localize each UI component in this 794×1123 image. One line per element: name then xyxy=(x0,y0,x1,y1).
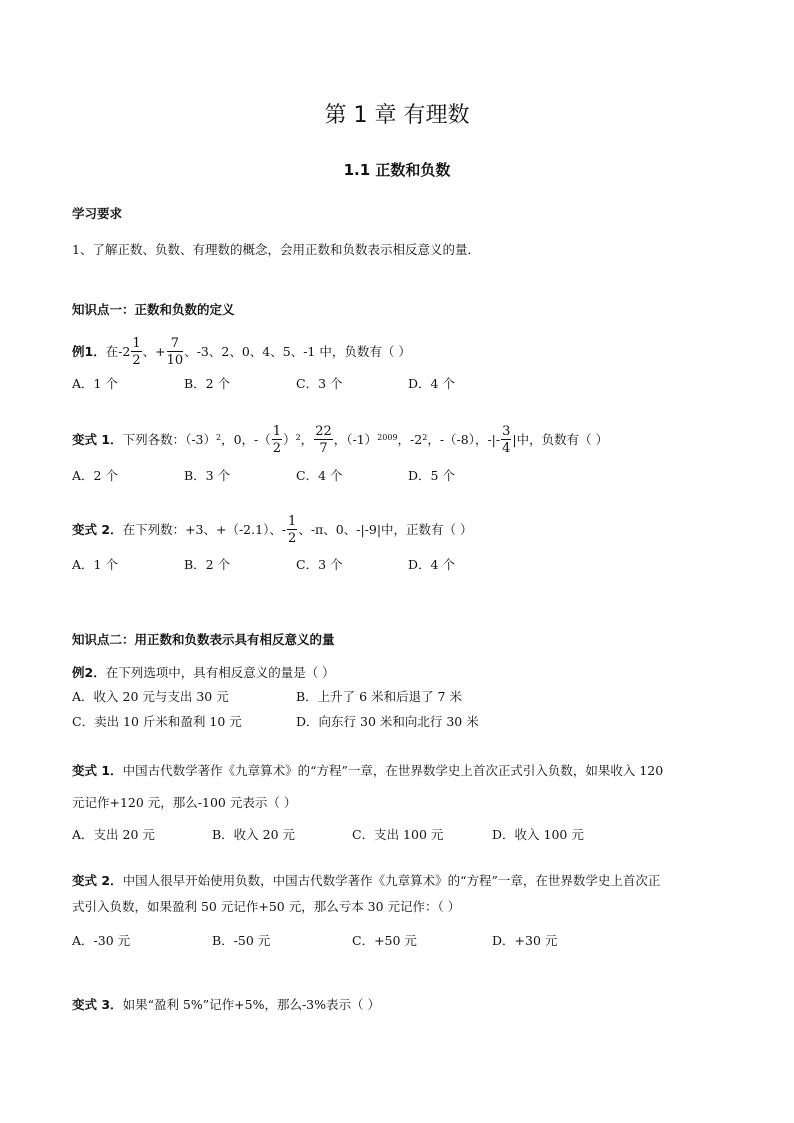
variant-text: ，-（-8），-|- xyxy=(427,431,501,447)
option-c[interactable]: C．3 个 xyxy=(296,376,343,391)
variant-text: 在下列数：+3、+（-2.1）、- xyxy=(122,521,287,537)
fraction-denominator: 2 xyxy=(288,531,297,546)
option-d[interactable]: D．4 个 xyxy=(408,376,455,391)
fraction-numerator: 22 xyxy=(315,424,332,439)
fraction-numerator: 1 xyxy=(272,424,282,439)
superscript: 2 xyxy=(216,433,222,442)
fraction xyxy=(501,425,511,455)
variant-text: ， xyxy=(300,431,314,447)
point1-heading: 知识点一：正数和负数的定义 xyxy=(72,302,235,317)
variant-text: 中国人很早开始使用负数，中国古代数学著作《九章算术》的“方程”一章，在世界数学史上首次正 xyxy=(122,873,661,888)
variant-label: 变式 1． xyxy=(72,431,123,447)
option-a[interactable]: A．支出 20 元 xyxy=(72,827,155,842)
example-text: 、-3、2、0、4、5、-1 中，负数有（ ） xyxy=(184,343,411,359)
fraction-numerator: 1 xyxy=(132,336,141,351)
variant-text: 、-π、0、-|-9|中，正数有（ ） xyxy=(298,521,473,537)
variant-text: 中国古代数学著作《九章算术》的“方程”一章，在世界数学史上首次正式引入负数，如果收入 120 xyxy=(122,763,664,778)
superscript: 2 xyxy=(295,433,301,442)
variant-text: ，-2 xyxy=(397,431,423,447)
option-a[interactable]: A．-30 元 xyxy=(72,933,131,948)
fraction-denominator: 4 xyxy=(502,441,511,456)
fraction xyxy=(131,337,141,367)
option-a[interactable]: A．1 个 xyxy=(72,376,118,391)
variant-text: 如果“盈利 5%”记作+5%，那么-3%表示（ ） xyxy=(122,997,380,1012)
section-title: 1.1 正数和负数 xyxy=(343,161,451,179)
variant-label: 变式 3． xyxy=(72,997,123,1012)
variant-1-line-2: 元记作+120 元，那么-100 元表示（ ） xyxy=(72,795,297,810)
superscript: 2009 xyxy=(377,433,398,442)
option-c[interactable]: C．3 个 xyxy=(296,557,343,572)
fraction xyxy=(167,337,184,367)
fraction-numerator: 7 xyxy=(167,337,184,352)
option-a[interactable]: A．1 个 xyxy=(72,557,118,572)
variant-text: 下列各数：（-3） xyxy=(122,431,216,447)
fraction-numerator: 3 xyxy=(502,424,511,439)
variant-text: |中，负数有（ ） xyxy=(512,431,609,447)
option-b[interactable]: B．收入 20 元 xyxy=(212,827,296,842)
requirements-item: 1、了解正数、负数、有理数的概念，会用正数和负数表示相反意义的量． xyxy=(72,242,480,257)
option-d[interactable]: D．5 个 xyxy=(408,468,455,483)
variant-2-line-2: 式引入负数，如果盈利 50 元记作+50 元，那么亏本 30 元记作：（ ） xyxy=(72,899,461,914)
superscript: 2 xyxy=(422,433,428,442)
option-b[interactable]: B．3 个 xyxy=(184,468,231,483)
example-2 xyxy=(72,667,335,680)
option-b[interactable]: B．-50 元 xyxy=(212,933,271,948)
variant-2 xyxy=(72,515,473,545)
variant-label: 变式 2． xyxy=(72,521,123,537)
option-b[interactable]: B．上升了 6 米和后退了 7 米 xyxy=(296,689,462,704)
variant-1-line-1 xyxy=(72,765,663,778)
variant-3 xyxy=(72,999,380,1012)
option-d[interactable]: D．+30 元 xyxy=(492,933,558,948)
option-c[interactable]: C．卖出 10 斤米和盈利 10 元 xyxy=(72,714,242,729)
option-b[interactable]: B．2 个 xyxy=(184,557,231,572)
example-text: 在-2 xyxy=(105,343,131,359)
option-c[interactable]: C．4 个 xyxy=(296,468,343,483)
fraction xyxy=(272,425,282,455)
option-a[interactable]: A．收入 20 元与支出 30 元 xyxy=(72,689,229,704)
option-a[interactable]: A．2 个 xyxy=(72,468,118,483)
example-text: 、+ xyxy=(142,343,166,359)
variant-1 xyxy=(72,425,608,455)
variant-text: ） xyxy=(283,431,296,447)
option-d[interactable]: D．收入 100 元 xyxy=(492,827,584,842)
option-d[interactable]: D．向东行 30 米和向北行 30 米 xyxy=(296,714,479,729)
variant-2-line-1 xyxy=(72,875,660,888)
variant-label: 变式 2． xyxy=(72,873,123,888)
chapter-title: 第 1 章 有理数 xyxy=(324,103,470,128)
fraction-numerator: 1 xyxy=(288,514,297,529)
option-d[interactable]: D．4 个 xyxy=(408,557,455,572)
fraction-denominator: 10 xyxy=(166,353,184,368)
variant-label: 变式 1． xyxy=(72,763,123,778)
example-label: 例2． xyxy=(72,665,106,680)
option-b[interactable]: B．2 个 xyxy=(184,376,231,391)
fraction xyxy=(314,425,333,455)
fraction xyxy=(287,515,297,545)
example-1 xyxy=(72,337,411,367)
point2-heading: 知识点二：用正数和负数表示具有相反意义的量 xyxy=(72,632,335,647)
fraction-denominator: 2 xyxy=(272,441,282,456)
option-c[interactable]: C．+50 元 xyxy=(352,933,417,948)
option-c[interactable]: C．支出 100 元 xyxy=(352,827,444,842)
requirements-heading: 学习要求 xyxy=(72,206,123,221)
fraction-denominator: 7 xyxy=(319,441,328,456)
example-text: 在下列选项中，具有相反意义的量是（ ） xyxy=(105,665,335,680)
fraction-denominator: 2 xyxy=(132,353,141,368)
example-label: 例1． xyxy=(72,343,106,359)
variant-text: ，0，-（ xyxy=(221,431,271,447)
variant-text: ，（-1） xyxy=(333,431,378,447)
